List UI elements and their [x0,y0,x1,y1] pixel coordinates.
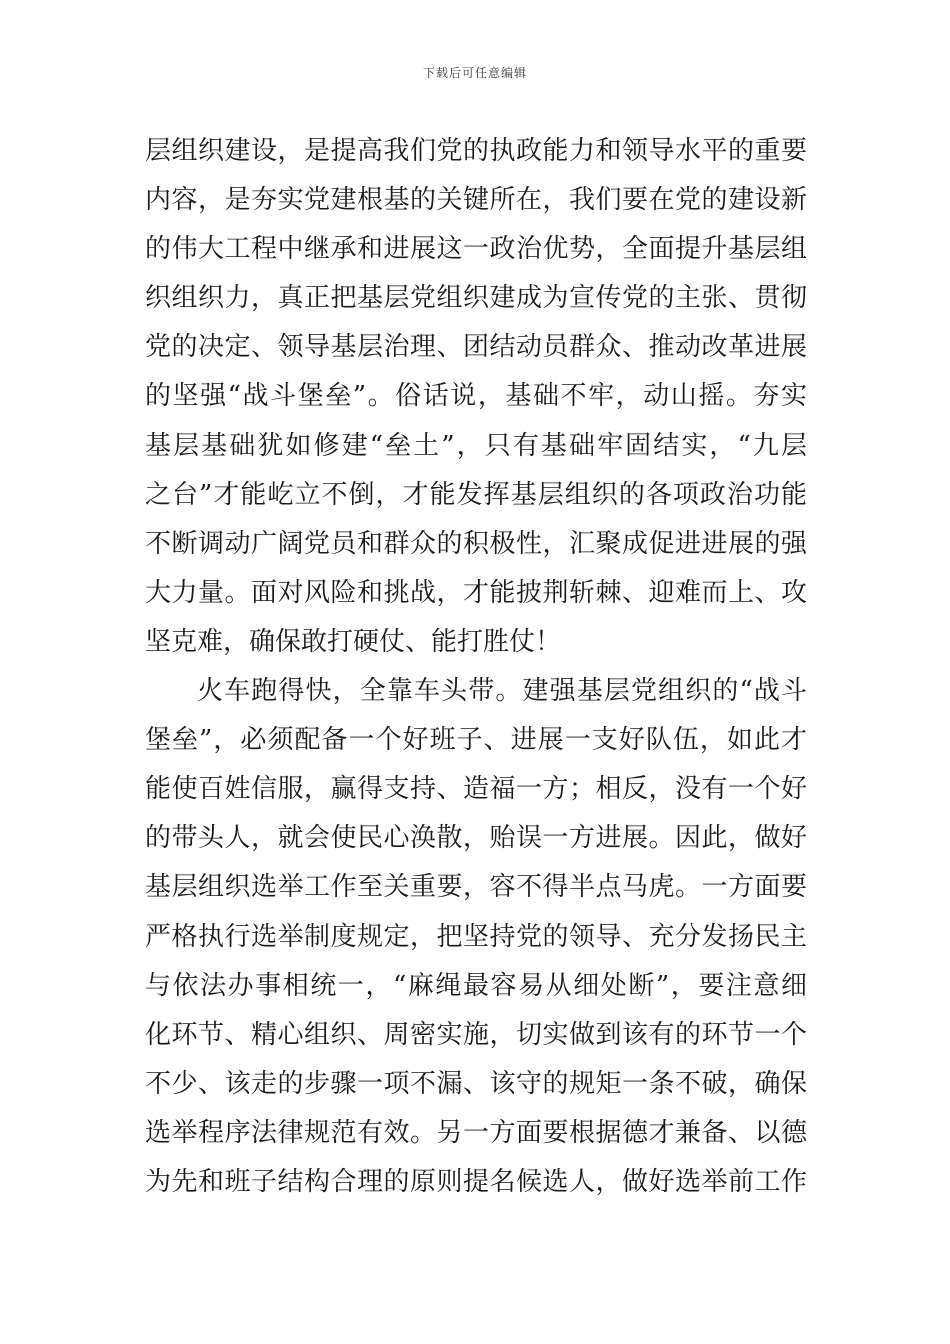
document-body [145,127,807,1207]
paragraph-1 [145,127,807,667]
text-line: 的坚强“战斗堡垒”。俗话说，基础不牢，动山摇。夯实 [145,381,807,412]
text-line: 党的决定、领导基层治理、团结动员群众、推动改革进展 [145,332,807,363]
text-line: 与依法办事相统一，“麻绳最容易从细处断”，要注意细 [145,970,807,1001]
text-line: 基层基础犹如修建“垒土”，只有基础牢固结实，“九层 [145,430,807,461]
text-line: 坚克难，确保敢打硬仗、能打胜仗！ [145,626,562,657]
text-line: 层组织建设，是提高我们党的执政能力和领导水平的重要 [145,136,807,166]
text-line: 的伟大工程中继承和进展这一政治优势，全面提升基层组 [145,234,807,265]
text-line: 的带头人，就会使民心涣散，贻误一方进展。因此，做好 [145,823,807,854]
text-line: 大力量。面对风险和挑战，才能披荆斩棘、迎难而上、攻 [145,577,807,608]
text-line: 堡垒”，必须配备一个好班子、进展一支好队伍，如此才 [145,725,807,756]
text-line: 基层组织选举工作至关重要，容不得半点马虎。一方面要 [145,872,807,903]
text-line: 严格执行选举制度规定，把坚持党的领导、充分发扬民主 [145,921,807,952]
text-line: 为先和班子结构合理的原则提名候选人，做好选举前工作 [145,1166,807,1197]
text-line: 能使百姓信服，赢得支持、造福一方；相反，没有一个好 [145,774,807,805]
text-line: 内容，是夯实党建根基的关键所在，我们要在党的建设新 [145,185,807,216]
text-line: 不断调动广阔党员和群众的积极性，汇聚成促进进展的强 [145,528,807,559]
text-line: 化环节、精心组织、周密实施，切实做到该有的环节一个 [145,1019,807,1050]
text-line: 火车跑得快，全靠车头带。建强基层党组织的“战斗 [197,676,807,707]
page-header: 下载后可任意编辑 [422,66,527,80]
text-line: 之台”才能屹立不倒，才能发挥基层组织的各项政治功能 [145,479,807,510]
paragraph-2 [145,667,807,1207]
text-line: 织组织力，真正把基层党组织建成为宣传党的主张、贯彻 [145,283,807,314]
text-line: 选举程序法律规范有效。另一方面要根据德才兼备、以德 [145,1117,807,1148]
text-line: 不少、该走的步骤一项不漏、该守的规矩一条不破，确保 [145,1068,807,1099]
